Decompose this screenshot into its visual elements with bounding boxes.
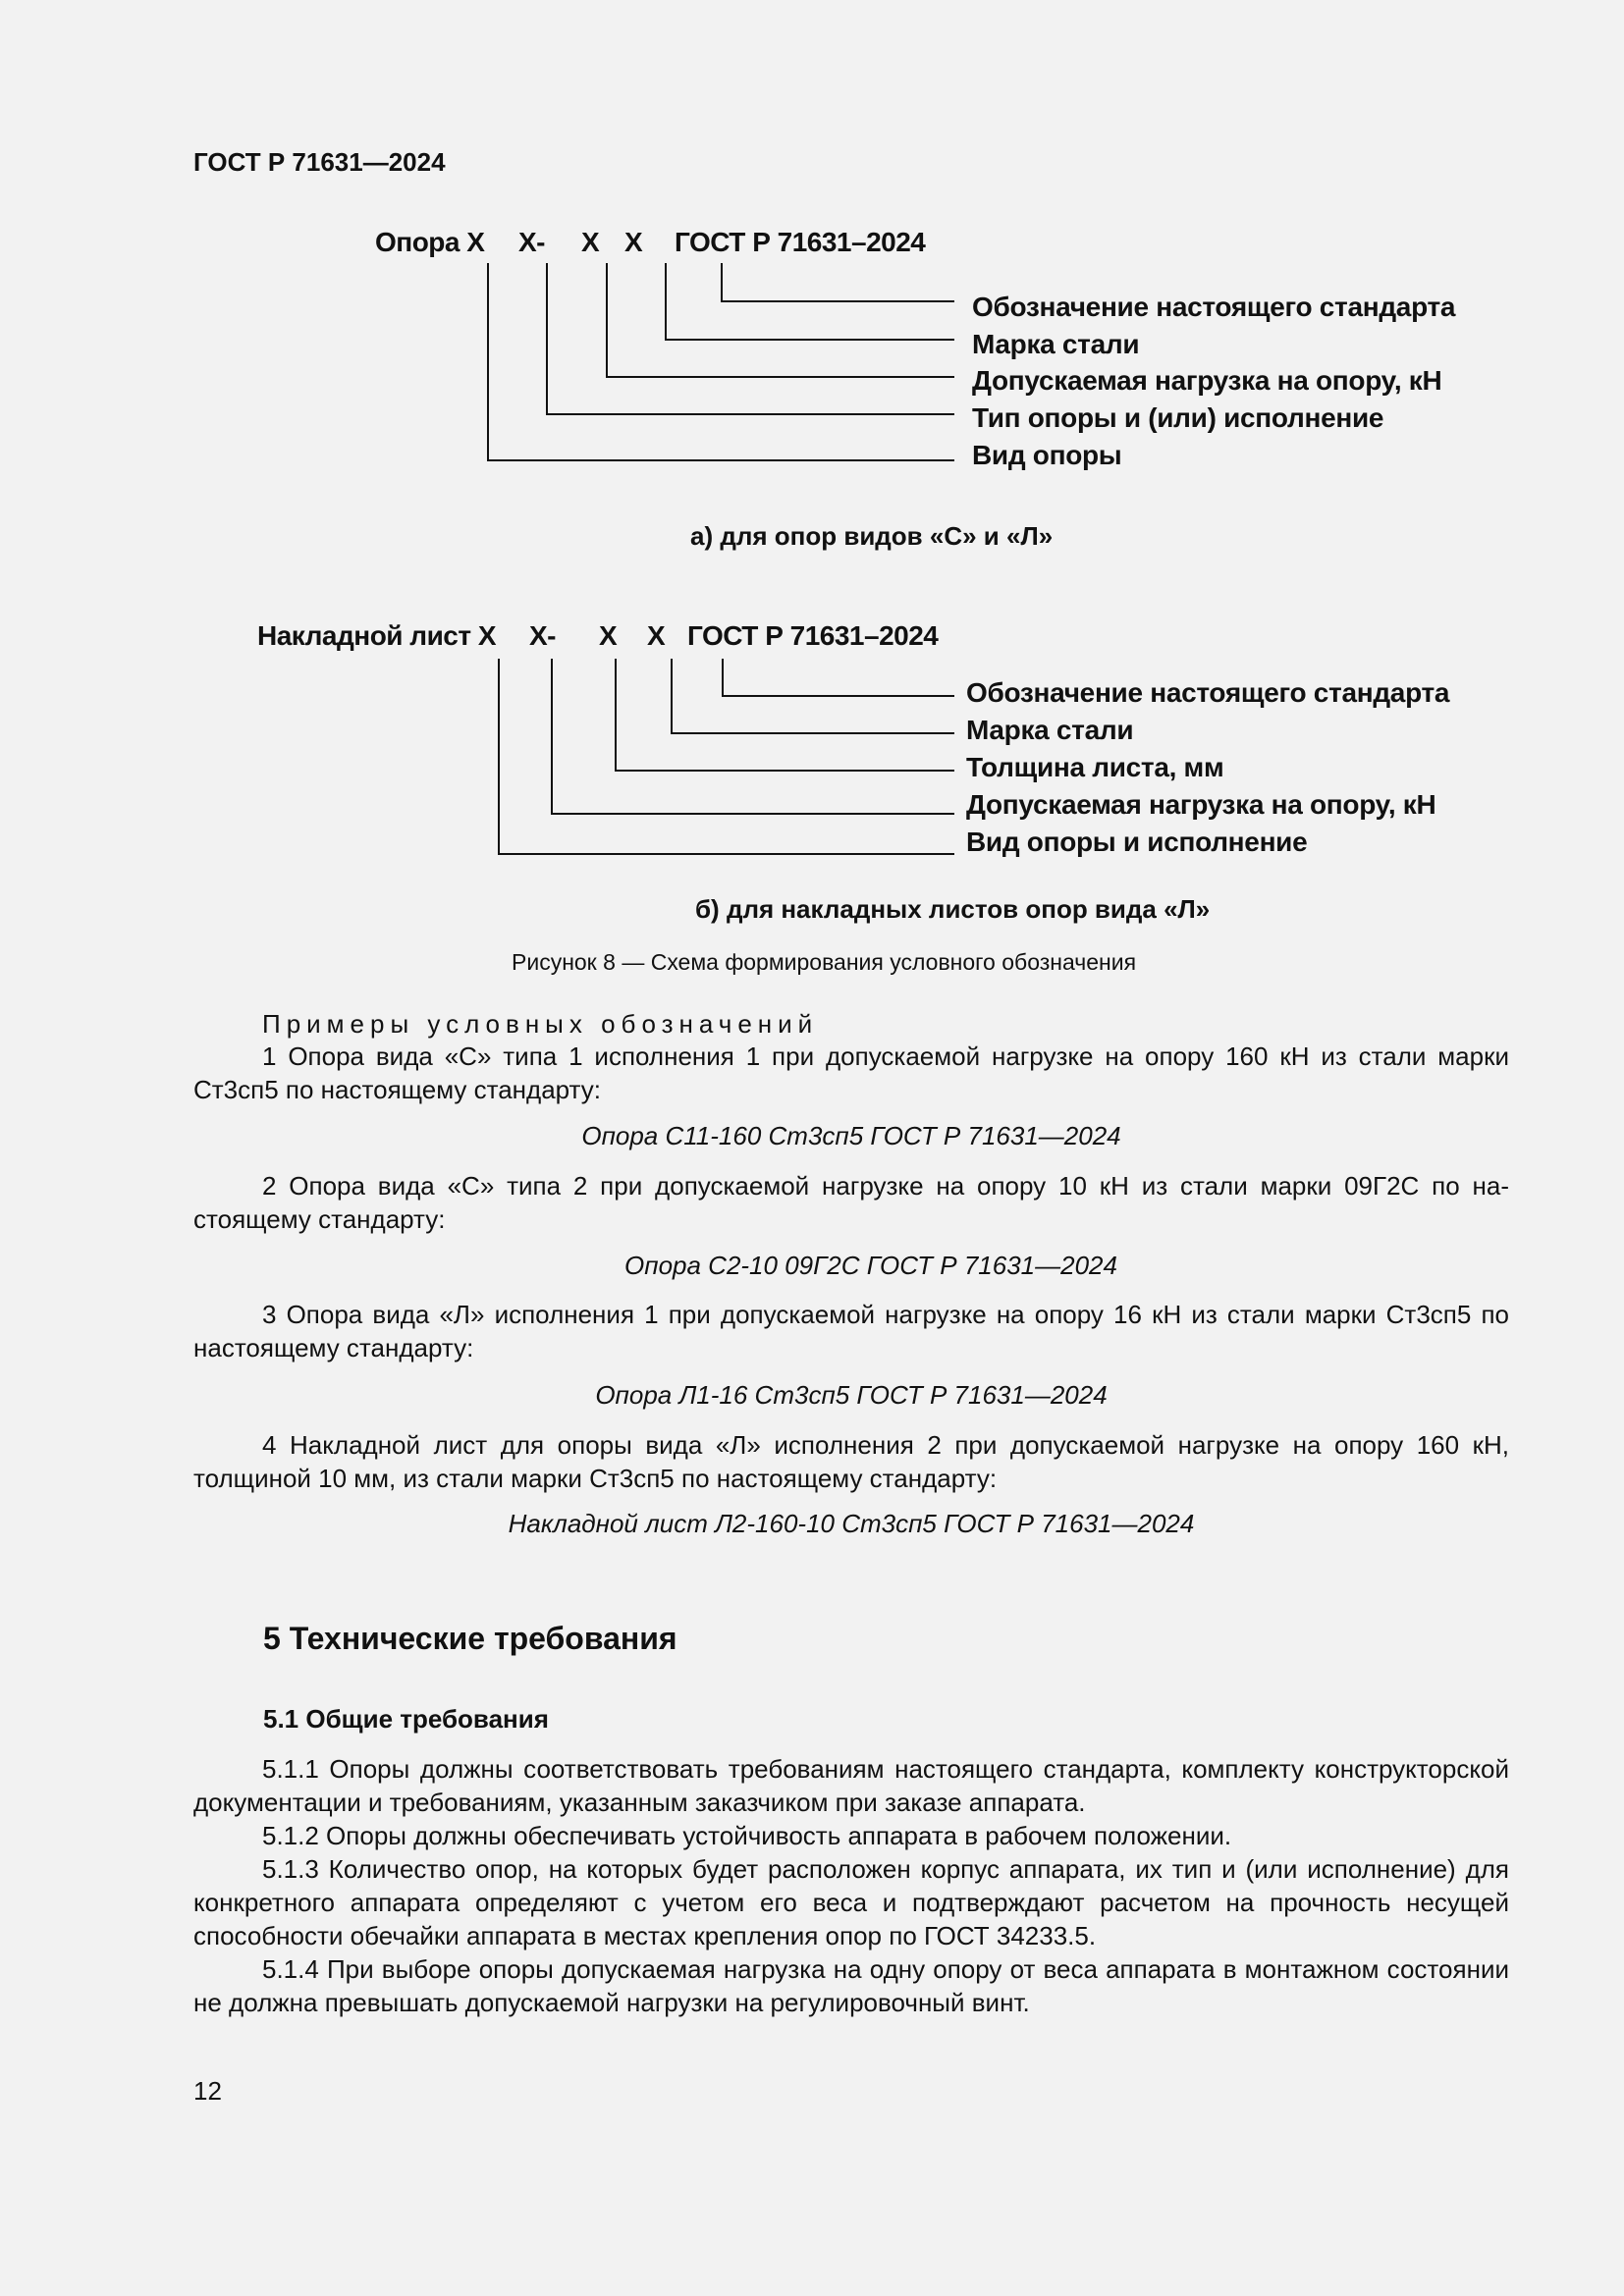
diagram-b-leader [552, 659, 954, 814]
diagram-a-label: Обозначение настоящего стандарта [972, 292, 1456, 322]
diagram-a-code-part: ГОСТ Р 71631–2024 [675, 227, 926, 257]
diagram-b-label: Обозначение настоящего стандарта [966, 677, 1450, 708]
diagram-b-leader [616, 659, 954, 771]
diagram-a-label: Допускаемая нагрузка на опору, кН [972, 365, 1442, 396]
section-paragraph: 5.1.1 Опоры должны соответствовать требованиям настоящего стандарта, комплекту конструкторской документации и требованиям, указанным заказчиком при заказе аппарата. [193, 1754, 1509, 1817]
diagram-a-code-part: Х [581, 227, 600, 257]
section-paragraph: 5.1.3 Количество опор, на которых будет расположен корпус аппарата, их тип и (или исполнение) для конкретного аппарата определяют с учетом его веса и подтверждают расчетом на прочность несущей способности обечайки аппарата в местах крепления опор по ГОСТ 34233.5. [193, 1854, 1509, 1950]
diagram-a-caption: а) для опор видов «С» и «Л» [690, 521, 1054, 551]
diagram-b-code-part: Х [599, 620, 618, 651]
example-designation: Накладной лист Л2-160-10 Ст3сп5 ГОСТ Р 71631—2024 [508, 1509, 1195, 1538]
figure-caption: Рисунок 8 — Схема формирования условного обозначения [512, 949, 1137, 975]
example-text: 4 Накладной лист для опоры вида «Л» исполнения 2 при допускаемой нагрузке на опору 160 кН, толщиной 10 мм, из стали марки Ст3сп5 по настоящему стандарту: [193, 1430, 1509, 1493]
diagram-b-label: Марка стали [966, 715, 1134, 745]
diagram-b-code-part: Накладной лист Х [257, 620, 497, 651]
example-designation: Опора С2-10 09Г2С ГОСТ Р 71631—2024 [624, 1251, 1117, 1280]
section-title: 5 Технические требования [263, 1621, 677, 1656]
examples-heading: Примеры условных обозначений [262, 1009, 819, 1039]
subsection-title: 5.1 Общие требования [263, 1704, 549, 1734]
example-designation: Опора С11-160 Ст3сп5 ГОСТ Р 71631—2024 [581, 1121, 1121, 1150]
doc-header-code: ГОСТ Р 71631—2024 [193, 147, 446, 177]
diagram-b-label: Допускаемая нагрузка на опору, кН [966, 789, 1436, 820]
diagram-b-code-part: Х [647, 620, 666, 651]
diagram-a-code-part: Опора Х [375, 227, 485, 257]
example-text: 1 Опора вида «С» типа 1 исполнения 1 при допускаемой нагрузке на опору 160 кН из стали марки Ст3сп5 по настоящему стандарту: [193, 1041, 1509, 1104]
diagram-a-code-part: Х [624, 227, 643, 257]
example-designation: Опора Л1-16 Ст3сп5 ГОСТ Р 71631—2024 [595, 1380, 1108, 1410]
section-paragraph: 5.1.4 При выборе опоры допускаемая нагрузка на одну опору от веса аппарата в монтажном состоянии не должна превышать допускаемой нагрузки на регулировочный винт. [193, 1954, 1509, 2017]
diagram-b-label: Толщина листа, мм [966, 752, 1224, 782]
example-text: 3 Опора вида «Л» исполнения 1 при допускаемой нагрузке на опору 16 кН из стали марки Ст3сп5 по настоящему стандарту: [193, 1300, 1509, 1362]
diagram-a-label: Тип опоры и (или) исполнение [972, 402, 1384, 433]
diagram-a-label: Вид опоры [972, 440, 1122, 470]
diagram-a-leader [722, 263, 954, 301]
diagram-a-code-part: Х- [518, 227, 545, 257]
diagram-a-leader [607, 263, 954, 377]
diagram-b-label: Вид опоры и исполнение [966, 827, 1308, 857]
diagram-b-code-part: ГОСТ Р 71631–2024 [687, 620, 939, 651]
page-number: 12 [193, 2076, 222, 2106]
example-text: 2 Опора вида «С» типа 2 при допускаемой нагрузке на опору 10 кН из стали марки 09Г2С по настоящему стандарту: [193, 1171, 1509, 1234]
diagram-b-caption: б) для накладных листов опор вида «Л» [695, 894, 1211, 924]
diagram-b-code-part: Х- [529, 620, 556, 651]
diagram-a-label: Марка стали [972, 329, 1140, 359]
section-paragraph: 5.1.2 Опоры должны обеспечивать устойчивость аппарата в рабочем положении. [262, 1821, 1232, 1850]
diagram-b-leader [723, 659, 954, 696]
diagram-b-leader [499, 659, 954, 854]
